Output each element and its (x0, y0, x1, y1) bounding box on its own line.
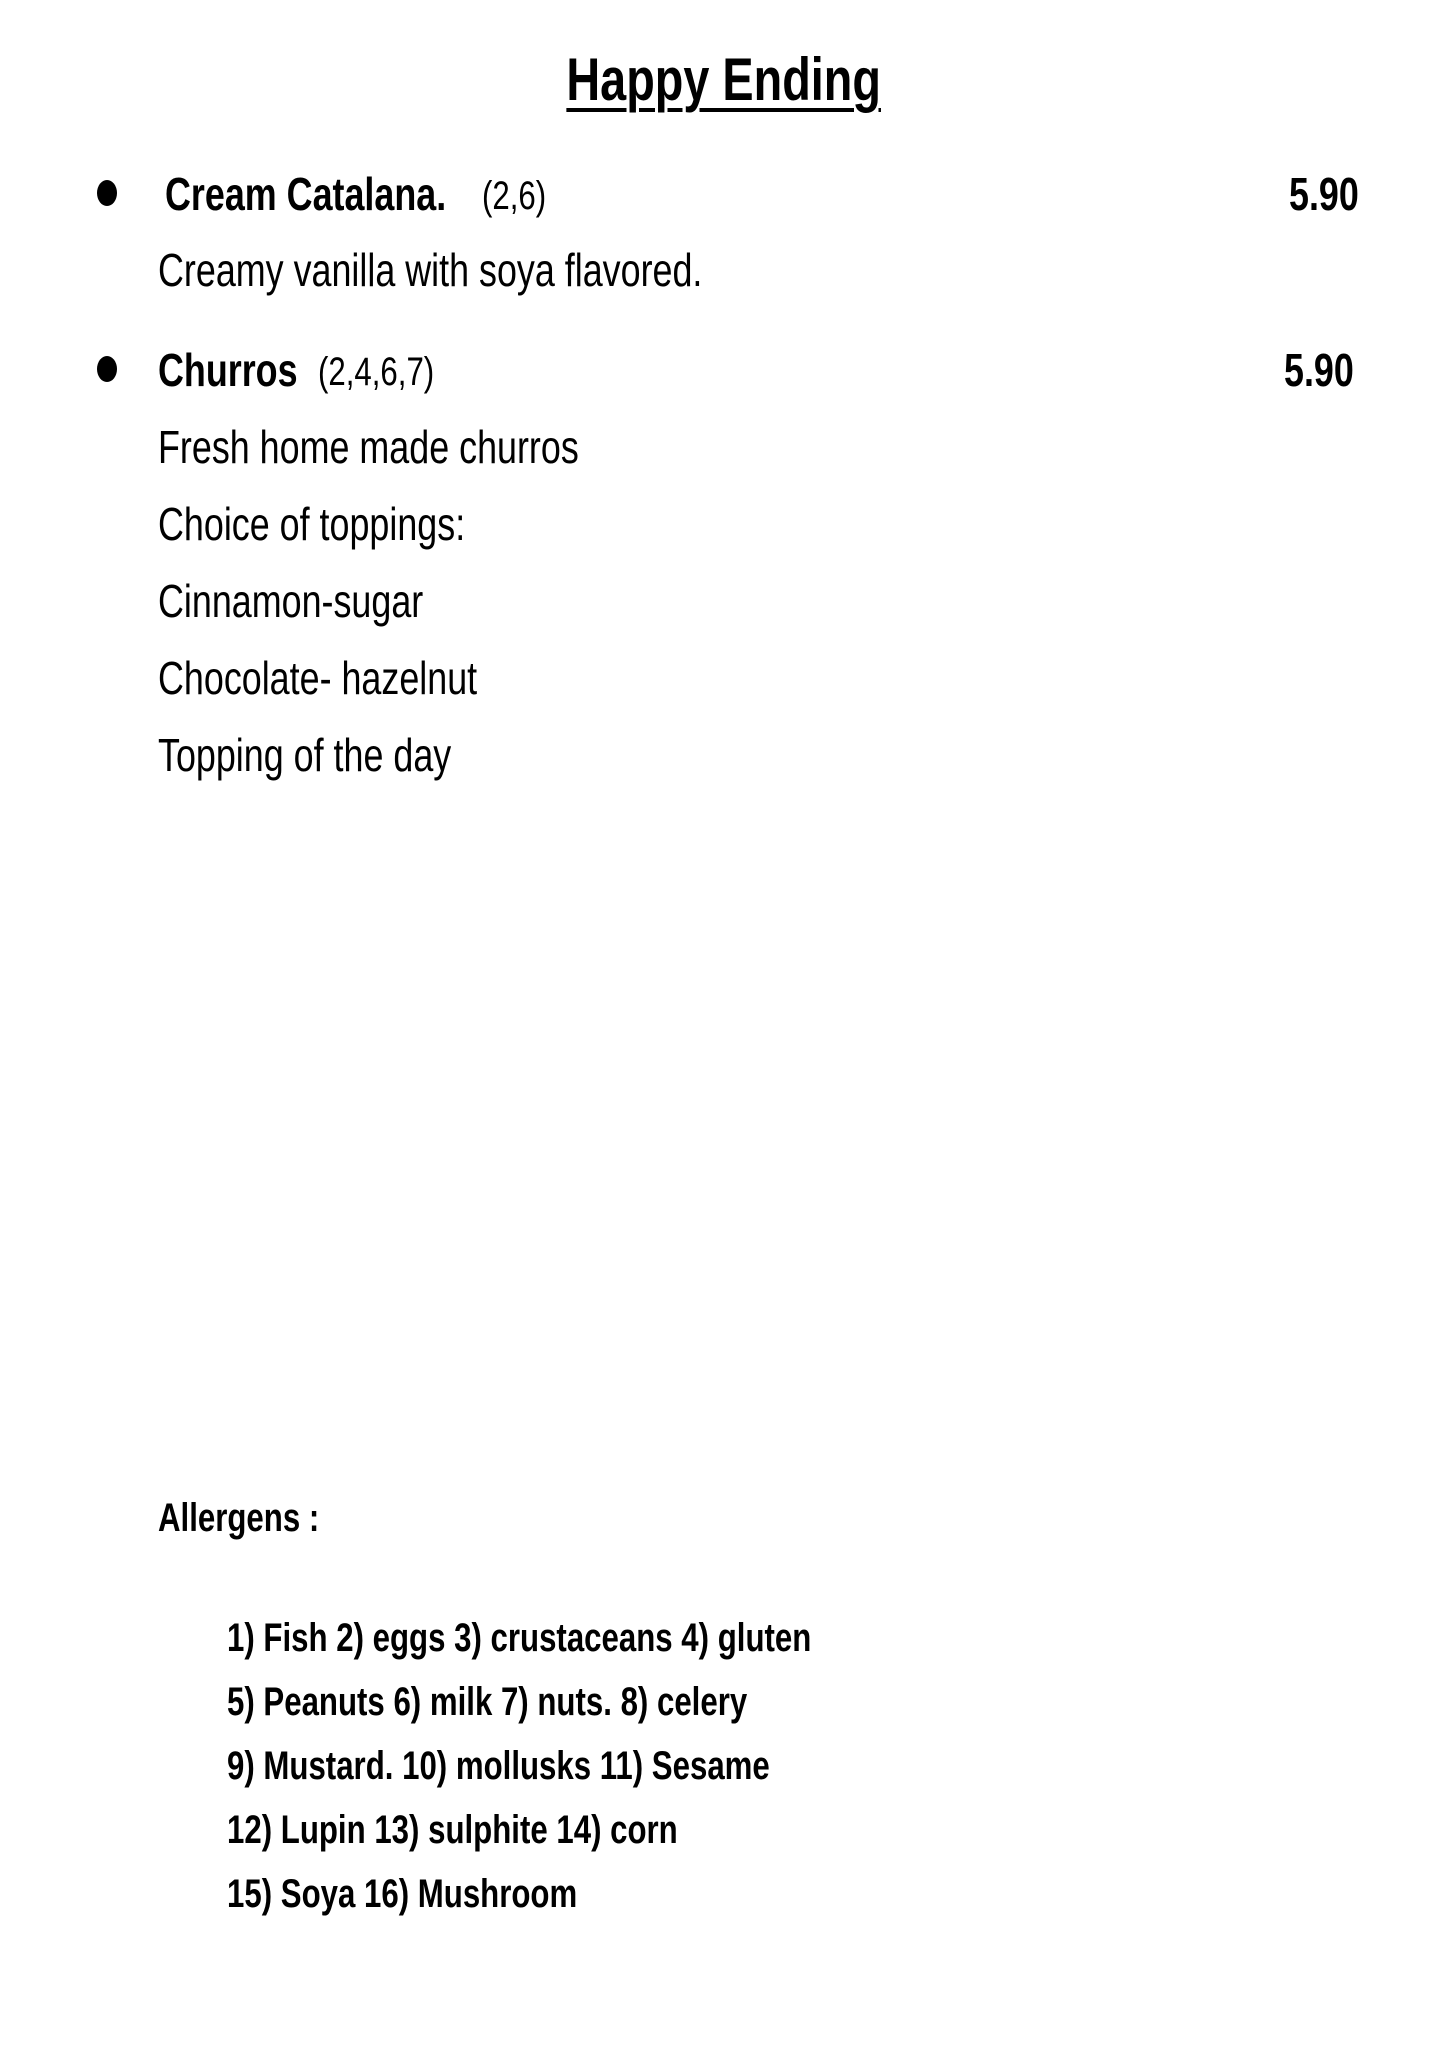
bullet-icon (97, 356, 117, 382)
item-description: Creamy vanilla with soya flavored. (158, 244, 703, 296)
allergen-legend-line: 12) Lupin 13) sulphite 14) corn (227, 1808, 678, 1852)
item-description: Cinnamon-sugar (158, 575, 424, 627)
menu-title-text: Happy Ending (566, 46, 881, 113)
menu-title (0, 40, 1447, 120)
allergen-legend-heading: Allergens : (158, 1496, 320, 1540)
allergen-legend-line: 1) Fish 2) eggs 3) crustaceans 4) gluten (227, 1616, 812, 1660)
item-name: Churros (158, 344, 298, 396)
item-description: Fresh home made churros (158, 421, 579, 473)
bullet-icon (97, 180, 117, 206)
item-allergen-codes: (2,4,6,7) (318, 350, 435, 394)
item-price: 5.90 (1284, 344, 1354, 396)
item-description: Chocolate- hazelnut (158, 652, 478, 704)
item-name: Cream Catalana. (165, 168, 447, 220)
item-allergen-codes: (2,6) (482, 174, 547, 218)
allergen-legend-line: 9) Mustard. 10) mollusks 11) Sesame (227, 1744, 771, 1788)
allergen-legend-line: 5) Peanuts 6) milk 7) nuts. 8) celery (227, 1680, 748, 1724)
item-description: Topping of the day (158, 729, 452, 781)
allergen-legend-line: 15) Soya 16) Mushroom (227, 1872, 578, 1916)
item-description: Choice of toppings: (158, 498, 466, 550)
item-price: 5.90 (1289, 168, 1359, 220)
